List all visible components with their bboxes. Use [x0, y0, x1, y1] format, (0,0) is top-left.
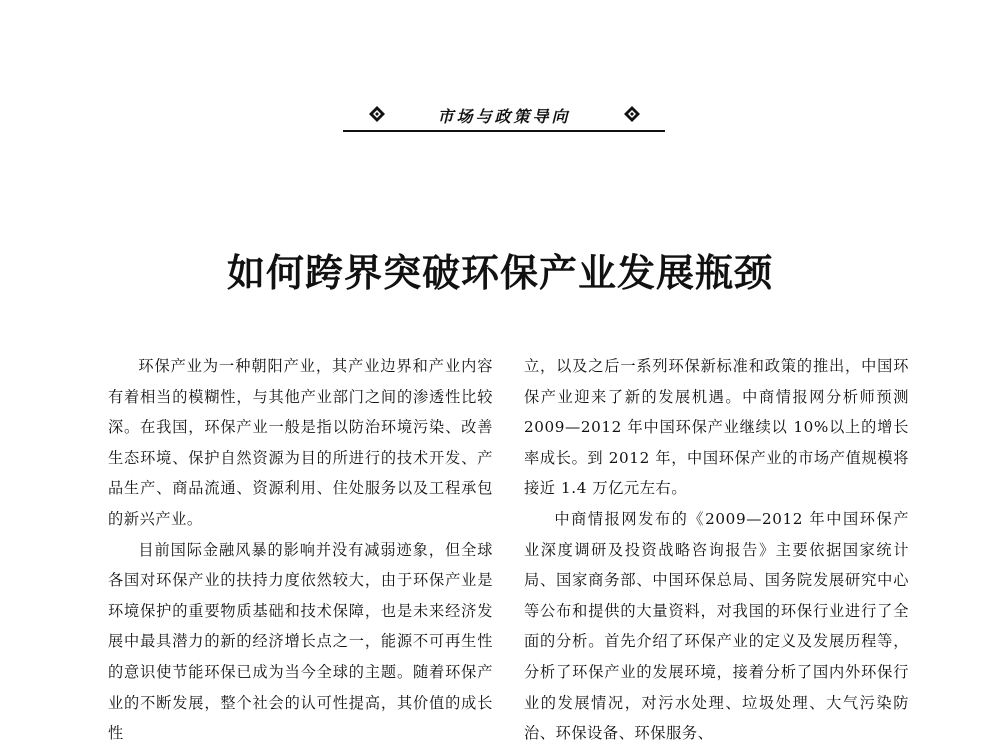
article-title: 如何跨界突破环保产业发展瓶颈 [226, 250, 773, 295]
paragraph: 环保产业为一种朝阳产业，其产业边界和产业内容有着相当的模糊性，与其他产业部门之间的渗透性比较深。在我国，环保产业一般是指以防治环境污染、改善生态环境、保护自然资源为目的所进行的技术开发、产品生产、商品流通、资源利用、住处服务以及工程承包的新兴产业。 [108, 357, 493, 528]
paragraph: 目前国际金融风暴的影响并没有减弱迹象，但全球各国对环保产业的扶持力度依然较大，由于环保产业是环境保护的重要物质基础和技术保障，也是未来经济发展中最具潜力的新的经济增长点之一，能源不可再生性的意识使节能环保已成为当今全球的主题。随着环保产业的不断发展，整个社会的认可性提高，其价值的成长性 [108, 540, 493, 743]
right-column [524, 351, 909, 749]
diamond-bullet-icon [369, 106, 385, 122]
paragraph: 中商情报网发布的《2009—2012 年中国环保产业深度调研及投资战略咨询报告》主要依据国家统计局、国家商务部、中国环保总局、国务院发展研究中心等公布和提供的大量资料，对我国的环保行业进行了全面的分析。首先介绍了环保产业的定义及发展历程等，分析了环保产业的发展环境，接着分析了国内外环保行业的发展情况，对污水处理、垃圾处理、大气污染防治、环保设备、环保服务、 [524, 509, 909, 743]
section-header-title: 市场与政策导向 [437, 107, 571, 126]
section-header-rule [343, 130, 665, 132]
paragraph: 立，以及之后一系列环保新标准和政策的推出，中国环保产业迎来了新的发展机遇。中商情报网分析师预测 2009—2012 年中国环保产业继续以 10%以上的增长率成长。到 2012 年，中国环保产业的市场产值规模将接近 1.4 万亿元左右。 [524, 357, 909, 498]
diamond-bullet-icon [624, 106, 640, 122]
section-header [343, 100, 665, 132]
left-column [108, 351, 493, 749]
